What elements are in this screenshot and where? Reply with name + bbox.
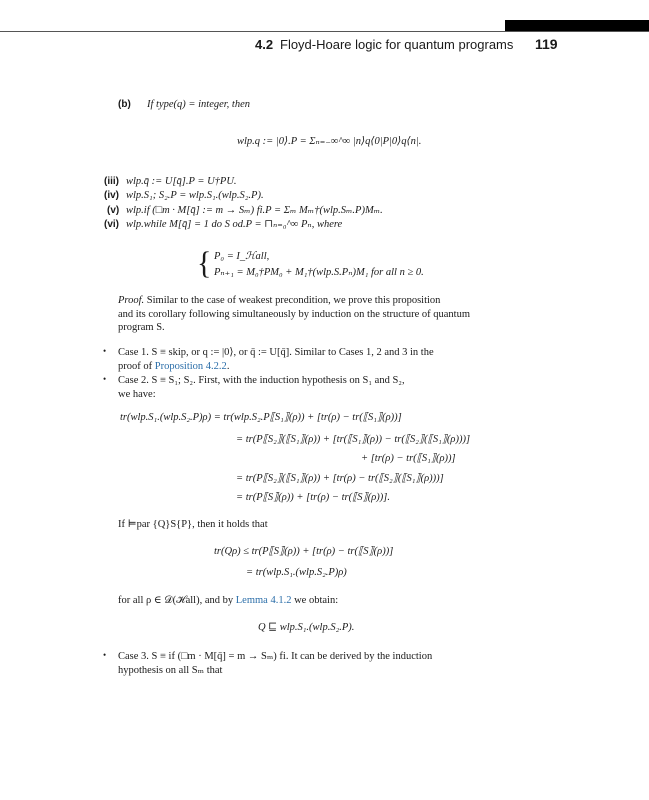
case3-line-1: Case 3. S ≡ if (□m · M[q̄] = m → Sₘ) fi. It can be derived by the induction bbox=[118, 651, 433, 662]
equation-line-1: tr(wlp.S₁.(wlp.S₂.P)ρ) = tr(wlp.S₂.P⟦S₁⟧(ρ)) + [tr(ρ) − tr(⟦S₁⟧(ρ))] bbox=[120, 412, 402, 423]
case1-post: . bbox=[226, 361, 230, 372]
inequality-line-2: = tr(wlp.S₁.(wlp.S₂.P)ρ) bbox=[246, 567, 347, 578]
equation-line-5: = tr(P⟦S⟧(ρ)) + [tr(ρ) − tr(⟦S⟧(ρ))]. bbox=[236, 492, 390, 503]
case1-line-2 bbox=[118, 360, 229, 373]
proof-line-3: program S. bbox=[118, 322, 165, 333]
bullet-dot: • bbox=[103, 650, 107, 660]
item-b-text: If type(q) = integer, then bbox=[147, 99, 251, 110]
case1-pre: proof of bbox=[118, 361, 153, 372]
forall-post: we obtain: bbox=[294, 595, 339, 606]
inequality-line-1: tr(Qρ) ≤ tr(P⟦S⟧(ρ)) + [tr(ρ) − tr(⟦S⟧(ρ))] bbox=[214, 546, 394, 557]
equation-line-4: = tr(P⟦S₂⟧(⟦S₁⟧(ρ)) + [tr(ρ) − tr(⟦S₂⟧(⟦S₁⟧(ρ)))] bbox=[236, 473, 444, 484]
case-brace: { bbox=[197, 246, 212, 281]
equation-line-3: + [tr(ρ) − tr(⟦S₁⟧(ρ))] bbox=[361, 453, 456, 464]
item-b-formula: wlp.q := |0⟩.P = Σₙ₌₋∞^∞ |n⟩q⟨0|P|0⟩q⟨n|. bbox=[237, 136, 422, 147]
item-v-text: wlp.if (□m · M[q̄] := m → Sₘ) fi.P = Σₘ Mₘ†(wlp.Sₘ.P)Mₘ. bbox=[126, 205, 383, 216]
item-vi-text: wlp.while M[q̄] = 1 do S od.P = ⊓ₙ₌₀^∞ Pₙ, where bbox=[126, 219, 343, 230]
if-line: If ⊨par {Q}S{P}, then it holds that bbox=[118, 519, 268, 530]
item-vi-case1: P₀ = I_ℋall, bbox=[214, 251, 270, 262]
proof-line-1: Similar to the case of weakest precondition, we prove this proposition bbox=[146, 295, 441, 306]
case2-line-2: we have: bbox=[118, 389, 156, 400]
proof-paragraph bbox=[118, 294, 508, 335]
bullet-dot: • bbox=[103, 374, 107, 384]
case2-line-1: Case 2. S ≡ S₁; S₂. First, with the induction hypothesis on S₁ and S₂, bbox=[118, 375, 405, 386]
section-number: 4.2 bbox=[255, 37, 274, 52]
proof-line-2: and its corollary following simultaneously by induction on the structure of quantum bbox=[118, 308, 470, 320]
proposition-link[interactable]: Proposition 4.2.2 bbox=[154, 361, 227, 372]
item-v-label: (v) bbox=[107, 205, 120, 216]
item-vi-label: (vi) bbox=[104, 219, 119, 230]
lemma-link[interactable]: Lemma 4.1.2 bbox=[235, 595, 292, 606]
forall-pre: for all ρ ∈ 𝒟(ℋall), and by bbox=[118, 595, 234, 606]
bullet-dot: • bbox=[103, 346, 107, 356]
forall-line bbox=[118, 594, 338, 607]
case1-line-1: Case 1. S ≡ skip, or q := |0⟩, or q̄ := U[q̄]. Similar to Cases 1, 2 and 3 in the bbox=[118, 347, 434, 358]
running-header bbox=[0, 36, 649, 54]
equation-line-2: = tr(P⟦S₂⟧(⟦S₁⟧(ρ)) + [tr(⟦S₁⟧(ρ)) − tr(⟦S₂⟧(⟦S₁⟧(ρ)))] bbox=[236, 434, 471, 445]
case3-line-2: hypothesis on all Sₘ that bbox=[118, 665, 223, 676]
section-title: Floyd-Hoare logic for quantum programs bbox=[280, 37, 514, 52]
conclusion-formula: Q ⊑ wlp.S₁.(wlp.S₂.P). bbox=[258, 622, 355, 633]
item-b-label: (b) bbox=[118, 99, 131, 110]
proof-label: Proof. bbox=[118, 295, 145, 306]
item-iii-label: (iii) bbox=[104, 176, 119, 187]
item-vi-case2: Pₙ₊₁ = M₀†PM₀ + M₁†(wlp.S.Pₙ)M₁ for all n ≥ 0. bbox=[214, 267, 424, 278]
item-iv-text: wlp.S₁; S₂.P = wlp.S₁.(wlp.S₂.P). bbox=[126, 190, 264, 201]
item-iii-text: wlp.q̄ := U[q̄].P = U†PU. bbox=[126, 176, 237, 187]
header-rule bbox=[0, 31, 649, 32]
page-number: 119 bbox=[535, 36, 558, 52]
item-iv-label: (iv) bbox=[104, 190, 119, 201]
